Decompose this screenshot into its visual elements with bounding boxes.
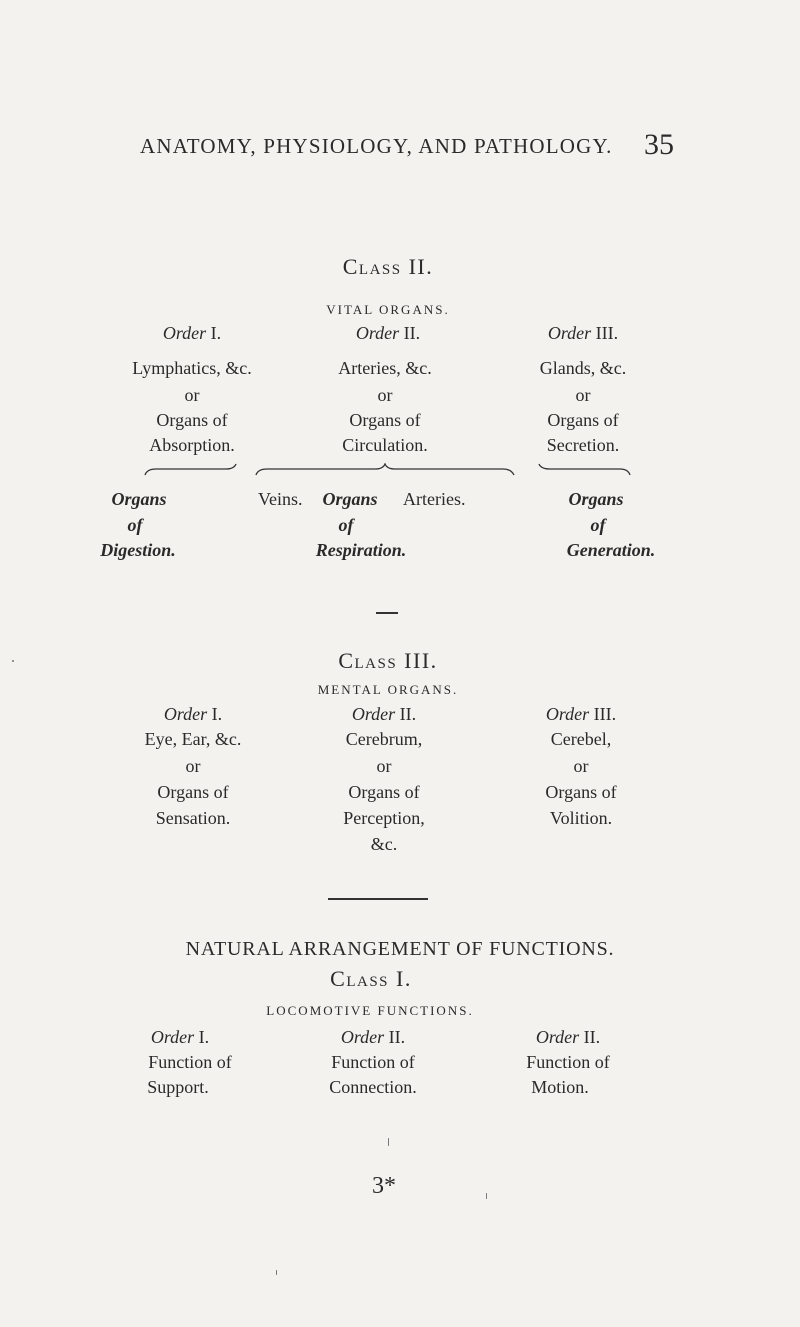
class-2-order-1-line3: Organs of [156,410,228,430]
digestion-of: of [127,515,143,535]
class-2-order-2-line4: Circulation. [342,435,428,455]
class-2-order-2-line1: Arteries, &c. [338,358,432,378]
respiration-organs: Organs [322,489,378,509]
natural-order-3-heading: Order II. [535,1027,601,1047]
respiration-arteries: Arteries. [403,489,466,509]
page-number: 35 [644,128,674,161]
class-2-order-3-line3: Organs of [547,410,619,430]
signature-mark: 3* [372,1173,396,1199]
class-3-title: Class III. [338,648,438,673]
class-3-order-3-line2: or [573,756,589,776]
brace-digestion [144,463,238,477]
respiration-label: Respiration. [315,540,407,560]
class-3-order-1-line3: Organs of [157,782,229,802]
class-2-order-3-line4: Secretion. [546,435,620,455]
class-3-order-3-heading: Order III. [545,704,617,724]
brace-respiration [255,463,515,477]
natural-class-title: Class I. [330,966,412,991]
generation-of: of [590,515,606,535]
class-2-order-3-line2: or [575,385,591,405]
speck [12,660,14,662]
class-3-order-2-line5: &c. [370,834,398,854]
section-title: NATURAL ARRANGEMENT OF FUNCTIONS. [185,938,615,960]
digestion-label: Digestion. [100,540,176,560]
class-3-order-3-line1: Cerebel, [550,729,612,749]
class-2-order-1-line1: Lymphatics, &c. [132,358,252,378]
class-3-order-2-line1: Cerebrum, [345,729,423,749]
speck [486,1193,487,1199]
running-header: ANATOMY, PHYSIOLOGY, AND PATHOLOGY. [140,134,613,158]
class-3-order-1-heading: Order I. [163,704,223,724]
class-3-order-2-heading: Order II. [351,704,417,724]
natural-order-1-line2: Support. [147,1077,209,1097]
natural-order-3-line1: Function of [526,1052,610,1072]
respiration-veins: Veins. [258,489,303,509]
class-3-order-1-line2: or [185,756,201,776]
natural-order-3-line2: Motion. [531,1077,589,1097]
section-divider-short [376,612,398,614]
speck [276,1270,277,1275]
class-3-subtitle: MENTAL ORGANS. [317,682,459,697]
class-2-order-2-heading: Order II. [355,323,421,343]
brace-generation [538,463,632,477]
class-3-order-2-line2: or [376,756,392,776]
class-2-order-1-line2: or [184,385,200,405]
class-2-subtitle: VITAL ORGANS. [326,302,450,317]
digestion-organs: Organs [111,489,167,509]
class-3-order-3-line4: Volition. [549,808,613,828]
class-2-title: Class II. [342,254,434,279]
speck [388,1138,389,1146]
natural-class-subtitle: LOCOMOTIVE FUNCTIONS. [266,1003,474,1018]
natural-order-1-line1: Function of [148,1052,232,1072]
class-3-order-2-line3: Organs of [348,782,420,802]
class-2-order-2-line2: or [377,385,393,405]
natural-order-2-heading: Order II. [340,1027,406,1047]
natural-order-2-line2: Connection. [329,1077,417,1097]
generation-organs: Organs [568,489,624,509]
class-2-order-3-heading: Order III. [547,323,619,343]
class-3-order-3-line3: Organs of [545,782,617,802]
class-2-order-2-line3: Organs of [349,410,421,430]
respiration-of: of [338,515,354,535]
natural-order-1-heading: Order I. [150,1027,210,1047]
class-2-order-1-line4: Absorption. [149,435,235,455]
class-2-order-3-line1: Glands, &c. [539,358,627,378]
class-3-order-1-line1: Eye, Ear, &c. [144,729,242,749]
generation-label: Generation. [566,540,656,560]
section-divider-long [328,898,428,900]
class-3-order-1-line4: Sensation. [155,808,231,828]
class-2-order-1-heading: Order I. [162,323,222,343]
class-3-order-2-line4: Perception, [343,808,425,828]
natural-order-2-line1: Function of [331,1052,415,1072]
